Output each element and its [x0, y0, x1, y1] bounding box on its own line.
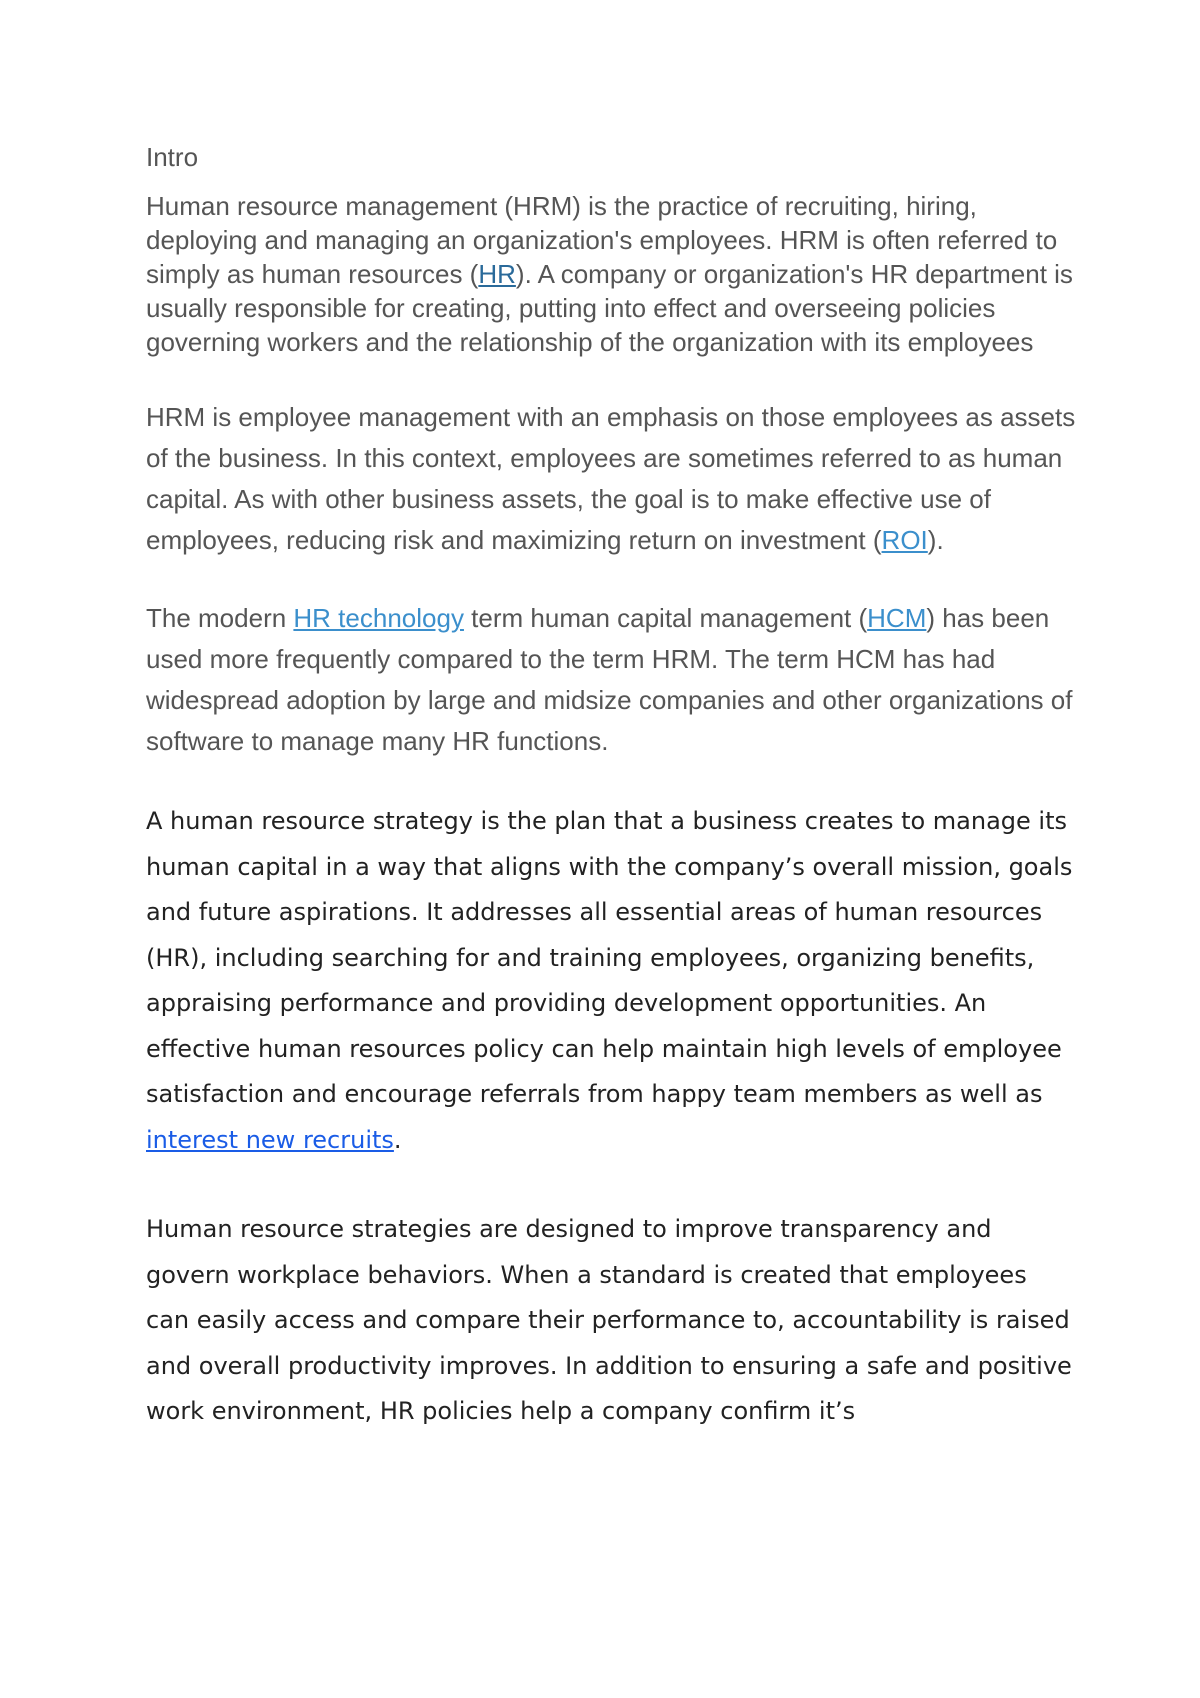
paragraph-hr-strategies-transparency — [146, 1207, 1076, 1435]
paragraph-hrm-definition — [146, 189, 1076, 359]
document-body — [146, 140, 1076, 1479]
section-heading-intro: Intro — [146, 142, 199, 172]
text-run: The modern — [146, 603, 294, 634]
text-run: Human resource management (HRM) is the practice of recruiting, hiring, deploying and managing an organization's employees. HRM is often referred to simply as human resources ( — [146, 191, 1058, 290]
paragraph-hcm — [146, 598, 1076, 762]
text-run: . — [393, 1125, 402, 1154]
text-run: ). — [927, 525, 944, 556]
text-run: ). A company or organization's HR department is usually responsible for creating, putting into effect and overseeing policies governing workers and the relationship of the organization with its employees — [146, 259, 1073, 358]
link-interest-new-recruits[interactable]: interest new recruits — [146, 1125, 394, 1154]
text-run: Human resource strategies are designed to improve transparency and govern workplace behaviors. When a standard is created that employees can easily access and compare their performance to, accountability is raised and overall productivity improves. In addition to ensuring a safe and positive work environment, HR policies help a company confirm it’s — [146, 1215, 1072, 1426]
text-run: HRM is employee management with an emphasis on those employees as assets of the business. In this context, employees are sometimes referred to as human capital. As with other business assets, the goal is to make effective use of employees, reducing risk and maximizing return on investment ( — [146, 402, 1076, 556]
link-hr-technology[interactable]: HR technology — [293, 603, 464, 634]
link-hcm[interactable]: HCM — [867, 603, 927, 634]
paragraph-hr-strategy — [146, 799, 1076, 1163]
link-hr[interactable]: HR — [478, 259, 516, 290]
text-run: A human resource strategy is the plan that a business creates to manage its human capital in a way that aligns with the company’s overall mission, goals and future aspirations. It addresses all essential areas of human resources (HR), including searching for and training employees, organizing benefits, appraising performance and providing development opportunities. An effective human resources policy can help maintain high levels of employee satisfaction and encourage referrals from happy team members as well as — [146, 807, 1073, 1109]
text-run: term human capital management ( — [463, 603, 868, 634]
paragraph-hrm-employee-management — [146, 397, 1076, 561]
text-run: ) has been used more frequently compared to the term HRM. The term HCM has had widespread adoption by large and midsize companies and other organizations of software to manage many HR functions. — [146, 603, 1073, 757]
link-roi[interactable]: ROI — [881, 525, 928, 556]
